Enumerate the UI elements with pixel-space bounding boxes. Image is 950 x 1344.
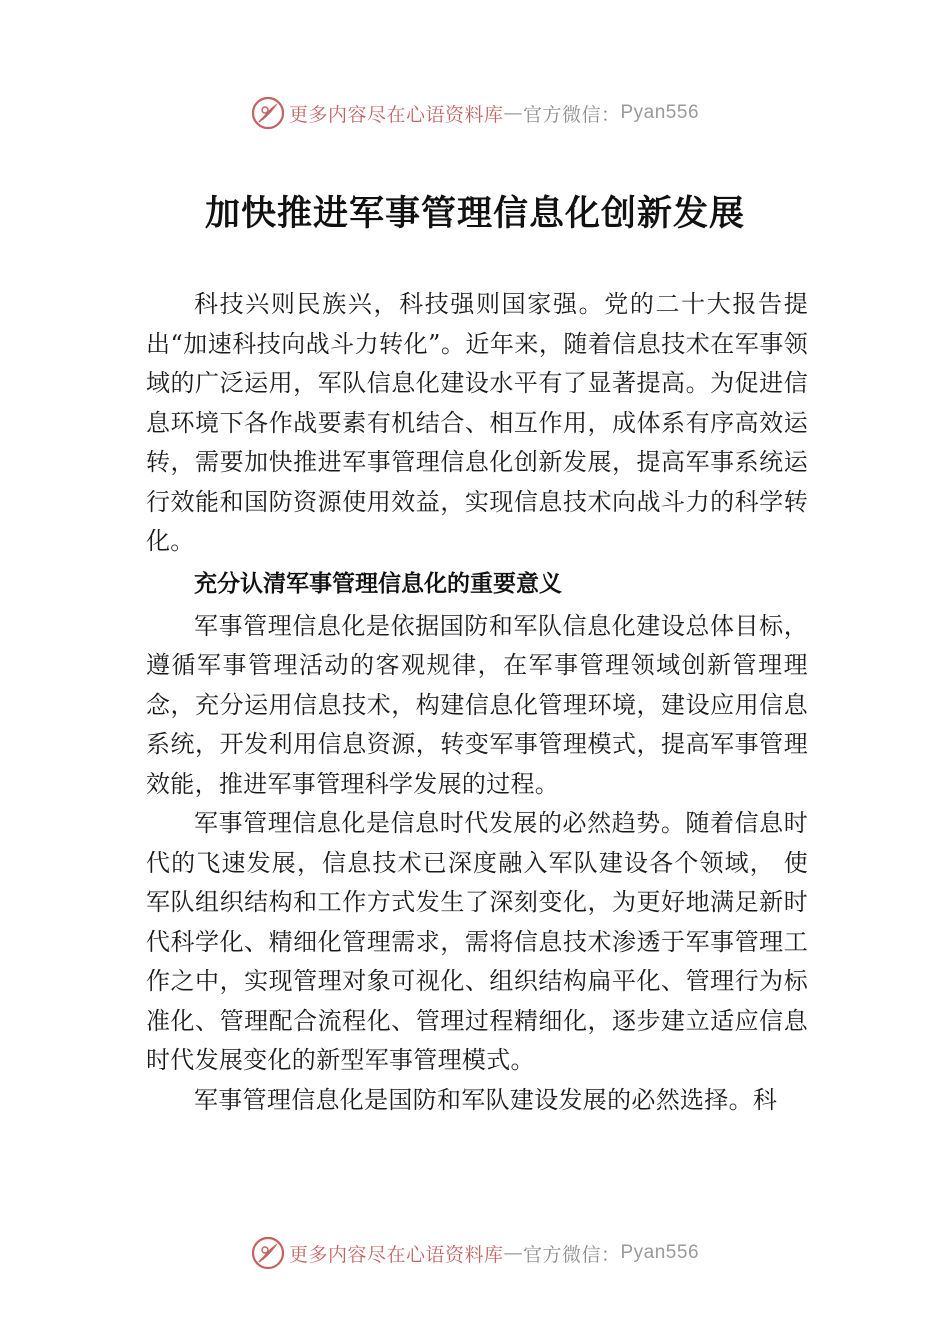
banner-dash: — xyxy=(503,1242,523,1264)
banner-wechat-label: 官方微信： xyxy=(522,103,621,126)
header-banner xyxy=(0,96,950,130)
banner-text: 更多内容尽在心语资料库 xyxy=(288,103,504,126)
quill-logo-icon xyxy=(251,1236,285,1270)
document-body xyxy=(146,285,808,1120)
quill-logo-icon xyxy=(251,96,285,130)
banner-text: 更多内容尽在心语资料库 xyxy=(288,1243,504,1266)
banner-dash: — xyxy=(503,102,523,124)
banner-account: Pyan556 xyxy=(620,1242,700,1263)
paragraph: 军事管理信息化是信息时代发展的必然趋势。随着信息时代的飞速发展，信息技术已深度融入军队建设各个领域， 使军队组织结构和工作方式发生了深刻变化，为更好地满足新时代科学化、精细化管理需求，需将信息技术渗透于军事管理工作之中，实现管理对象可视化、组织结构扁平化、管理行为标准化、管理配合流程化、管理过程精细化，逐步建立适应信息时代发展变化的新型军事管理模式。 xyxy=(146,809,808,1074)
banner-account: Pyan556 xyxy=(620,102,700,123)
section-heading: 充分认清军事管理信息化的重要意义 xyxy=(194,570,562,597)
footer-banner xyxy=(0,1236,950,1270)
paragraph: 军事管理信息化是国防和军队建设发展的必然选择。科 xyxy=(194,1085,778,1114)
document-title: 加快推进军事管理信息化创新发展 xyxy=(204,193,745,234)
paragraph: 军事管理信息化是依据国防和军队信息化建设总体目标，遵循军事管理活动的客观规律，在军事管理领域创新管理理念，充分运用信息技术，构建信息化管理环境，建设应用信息系统，开发利用信息资源，转变军事管理模式，提高军事管理效能，推进军事管理科学发展的过程。 xyxy=(146,611,808,798)
banner-wechat-label: 官方微信： xyxy=(522,1243,621,1266)
paragraph: 科技兴则民族兴，科技强则国家强。党的二十大报告提出“加速科技向战斗力转化”。近年来，随着信息技术在军事领域的广泛运用，军队信息化建设水平有了显著提高。为促进信息环境下各作战要素有机结合、相互作用，成体系有序高效运转，需要加快推进军事管理信息化创新发展，提高军事系统运行效能和国防资源使用效益，实现信息技术向战斗力的科学转化。 xyxy=(146,290,808,555)
